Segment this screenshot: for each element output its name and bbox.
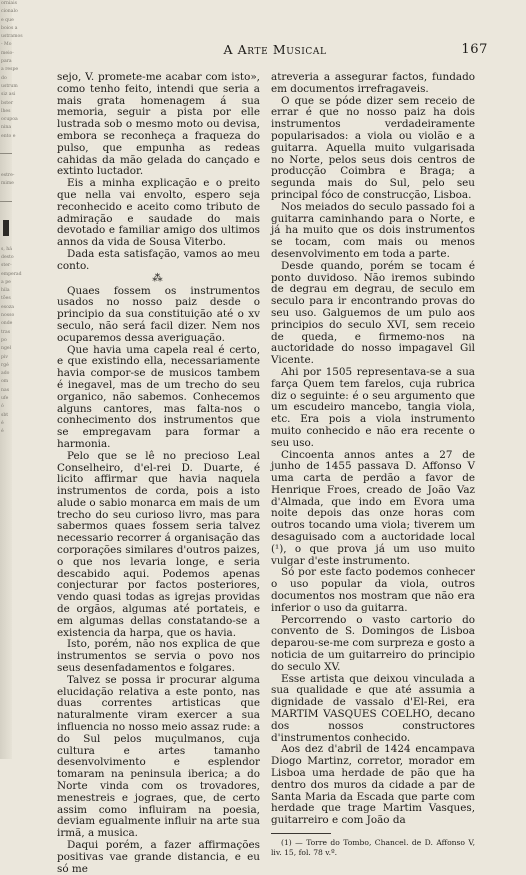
bleed-text: rgé (1, 362, 9, 368)
bleed-text: ster- (1, 263, 12, 269)
bleed-text: meio- (1, 50, 14, 56)
previous-page-bleed (0, 0, 23, 759)
bleed-text: boios a (1, 25, 18, 31)
bleed-text: ocupoa (1, 117, 18, 123)
bleed-text: orniais (1, 1, 17, 6)
bleed-text: a respe (1, 67, 19, 73)
paragraph: Daqui porém, a fazer affirmações positivas vae grande distancia, e eu só me (57, 839, 260, 875)
paragraph: Talvez se possa ir procurar alguma elucidação relativa a este ponto, nas duas correntes artisticas que naturalmente viram exercer a sua influencia no nosso meio assaz rude: a do Sul pelos muçulmanos, cuja cultura e artes tamanho desenvolvimento e esplendor tomaram na peninsula iberica; a do Norte vinda com os trovadores, menestreis e jograes, que, de certo assim como influiram na poesia, deviam egualmente influir na arte sua irmã, a musica. (57, 673, 260, 840)
paragraph: Desde quando, porém se tocam é ponto duvidoso. Não iremos subindo de degrau em degrau, de seculo em seculo para ir encontrando provas do seu uso. Galguemos de um pulo aos principios do seculo XVI, sem receio de queda, e firmemo-nos na auctoridade do nosso impagavel Gil Vicente. (271, 259, 475, 367)
bleed-text: desto (1, 254, 14, 260)
bleed-text: nina (1, 125, 12, 131)
bleed-text: para (1, 59, 12, 65)
bleed-rule (0, 153, 12, 154)
bleed-text: po (1, 337, 7, 343)
paragraph: Nos meiados do seculo passado foi a guitarra caminhando para o Norte, e já ha muito que os dois instrumentos se tocam, com mais ou menos desenvolvimento em toda a parte. (271, 200, 475, 260)
bleed-text: ó (1, 404, 4, 410)
bleed-text: tões (1, 296, 11, 302)
paragraph: Quaes fossem os instrumentos usados no nosso paiz desde o principio da sua constituição até o xv seculo, não será facil dizer. Nem nos ocuparemos dessa averiguação. (57, 284, 260, 344)
bleed-text: om (1, 379, 9, 385)
bleed-text: ento e (1, 133, 16, 139)
paragraph: sejo, V. promete-me acabar com isto», como tenho feito, intendi que seria a mais grata homenagem á sua memoria, seguir a pista por elle lustrada sob o mesmo moto ou devisa, embora se reconheça a fraqueza do pulso, que empunha as redeas cahidas da mão gelada do cançado e extinto luctador. (57, 71, 260, 178)
left-column (57, 72, 260, 875)
paragraph: O que se póde dizer sem receio de errar é que no nosso paiz ha dois instrumentos verdadeiramente popularisados: a viola ou violão e a guitarra. Aquella muito vulgarisada no Norte, pelos seus dois centros de producção Coimbra e Braga; a segunda mais do Sul, pelo seu principal fóco de construcção, Lisboa. (271, 94, 475, 201)
bleed-text: é (1, 420, 4, 426)
bleed-text: tras (1, 329, 11, 335)
bleed-text: e que (1, 17, 14, 23)
paragraph: Percorrendo o vasto cartorio do convento de S. Domingos de Lisboa deparou-se-me com surpreza e gosto a noticia de um guitarreiro do principio do seculo XV. (271, 613, 475, 673)
paragraph: Esse artista que deixou vinculada a sua qualidade e que até assumia a dignidade de vassalo d'El-Rei, era MARTIM VASQUES COELHO, decano dos nossos constructores d'instrumentos conhecido. (271, 672, 475, 744)
footnote: (1) — Torre do Tombo, Chancel. de D. Affonso V, liv. 15, fol. 78 v.º. (271, 838, 475, 857)
bleed-text: bster (1, 100, 14, 106)
right-column (271, 72, 475, 858)
bleed-text: lhes (1, 108, 11, 114)
bleed-text: ufe (1, 395, 9, 401)
bleed-text: emperad (1, 271, 22, 277)
bleed-text: do (1, 75, 7, 81)
bleed-text: ado (1, 371, 10, 377)
page-number: 167 (461, 42, 488, 57)
paragraph: Ahi por 1505 representava-se a sua farça Quem tem farelos, cuja rubrica diz o seguinte: é o seu argumento que um escudeiro mancebo, tangia viola, etc. Era pois a viola instrumento muito conhecido e não era recente o seu uso. (271, 365, 475, 449)
bleed-text: estre- (1, 173, 15, 179)
paragraph: Só por este facto podemos conhecer o uso popular da viola, outros documentos nos mostram que não era inferior o uso da guitarra. (271, 566, 475, 614)
bleed-text: piv (1, 354, 9, 360)
running-header (62, 42, 488, 60)
bleed-text: hila (1, 288, 10, 294)
running-title: A Arte Musical (223, 42, 327, 57)
bleed-text: sbt (1, 412, 9, 418)
paragraph: Que havia uma capela real é certo, e que existindo ella, necessariamente havia compor-se de musicos tambem é inegavel, mas de um trecho do seu organico, não sabemos. Conhecemos alguns cantores, mas falta-nos o conhecimento dos instrumentos que se empregavam para formar a harmonia. (57, 343, 260, 450)
bleed-text: é (1, 429, 4, 435)
paragraph: Aos dez d'abril de 1424 encampava Diogo Martinz, corretor, morador em Lisboa uma herdade de pão que ha dentro dos muros da cidade a par de Santa Maria da Escada que parte com herdade que trage Martim Vasques, guitarreiro e com João da (271, 743, 475, 827)
bleed-text: a pe (1, 279, 11, 285)
bleed-text: nosso (1, 313, 15, 319)
bleed-text: ustrum (1, 83, 18, 89)
bleed-rule (0, 201, 12, 202)
bleed-text: siz asi (1, 92, 16, 98)
bleed-text: mime (1, 181, 14, 187)
bleed-ink-mark (3, 220, 9, 236)
paragraph: Pelo que se lê no precioso Leal Conselheiro, d'el-rei D. Duarte, é licito affirmar que havia naquela instrumentos de corda, pois a isto alude o sabio monarca em mais de um trecho do seu curioso livro, mas para sabermos quaes fossem seria talvez necessario recorrer á organisação das corporações similares d'outros paizes, o que nos levaria longe, e seria descabido aqui. Podemos apenas conjecturar por factos posteriores, vendo quasi todas as igrejas providas de orgãos, algumas até portateis, e em algumas dellas constatando-se a existencia da harpa, que os havia. (57, 449, 260, 639)
bleed-text: cionalo (1, 9, 18, 15)
section-asterism: ⁂ (152, 271, 165, 284)
paragraph: atreveria a assegurar factos, fundado em documentos irrefragaveis. (271, 71, 475, 95)
book-page (20, 0, 526, 875)
bleed-text: s, há (1, 246, 12, 252)
bleed-text: esoza (1, 304, 15, 310)
bleed-text: ustramos (1, 34, 23, 40)
paragraph: Cincoenta annos antes a 27 de junho de 1455 passava D. Affonso V uma carta de perdão a favor de Henrique Froes, creado de João Vaz d'Almada, que indo em Evora uma noite depois das onze horas com outros tocando uma viola; tiverem um desaguisado com a auctoridade local (¹), o que prova já um uso muito vulgar d'este instrumento. (271, 448, 475, 567)
bleed-text: ngel (1, 346, 12, 352)
footnote-rule (271, 833, 331, 834)
paragraph: Eis a minha explicação e o preito que nella vai envolto, espero seja reconhecido e aceito como tributo de admiração e saudade do mais devotado e familiar amigo dos ultimos annos da vida de Sousa Viterbo. (57, 177, 260, 249)
paragraph: Dada esta satisfação, vamos ao meu conto. (57, 247, 260, 272)
bleed-text: nas (1, 387, 10, 393)
bleed-text: - Mo (1, 42, 12, 48)
paragraph: Isto, porém, não nos explica de que instrumentos se servia o povo nos seus desenfadamentos e folgares. (57, 638, 260, 675)
bleed-text: onde (1, 321, 13, 327)
